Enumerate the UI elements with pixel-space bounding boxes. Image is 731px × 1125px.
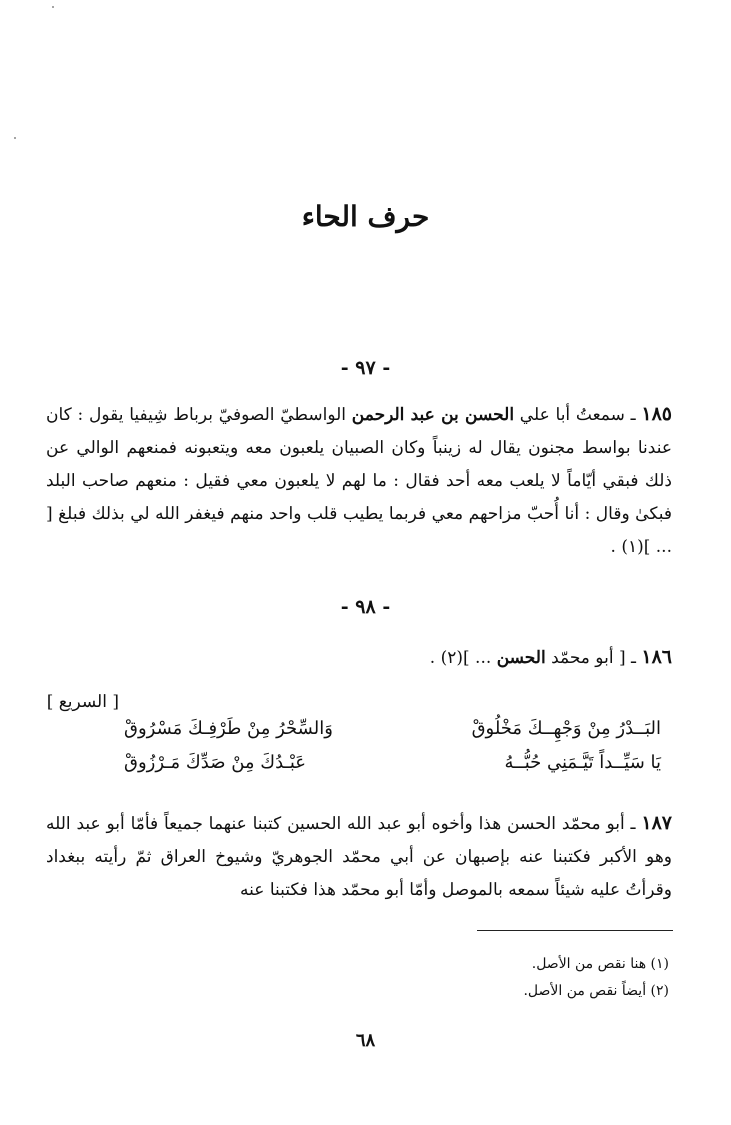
verse-1-second-hemistich: وَالسِّحْرُ مِنْ طَرْفِـكَ مَسْرُوقْ [124,718,333,739]
footnote-1: (١) هنا نقص من الأصل. [531,956,669,972]
poetic-meter: [ السريع ] [46,692,119,712]
chapter-title: حرف الحاء [301,200,430,233]
verse-2-second-hemistich: عَبْـدُكَ مِنْ صَدِّكَ مَـرْزُوقْ [124,752,307,773]
scan-speck [52,6,54,8]
entry-number: ١٨٦ [641,646,672,668]
entry-name: الحسن [496,648,546,668]
verse-1-first-hemistich: البَــدْرُ مِنْ وَجْهِــكَ مَخْلُوقْ [471,718,661,739]
entry-lead: ـ سمعتُ أبا علي [514,405,642,425]
paragraph-185 [46,398,672,564]
section-number-98: - ٩٨ - [340,596,391,618]
entry-lead: ـ [ أبو محمّد [545,648,642,668]
page-number: ٦٨ [355,1030,376,1051]
paragraph-186 [46,641,672,675]
entry-text: ـ أبو محمّد الحسن هذا وأخوه أبو عبد الله الحسين كتبنا عنهما جميعاً فأمّا أبو عبد الله وهو الأكبر فكتبنا عنه بإصبهان عن أبي محمّد الجوهريّ وشيوخ العراق ثمّ رأيته ببغداد وقرأتُ عليه شيئاً سمعه بالموصل وأمّا أبو محمّد هذا فكتبنا عنه [46,814,672,900]
entry-text: ... ](٢) . [429,648,497,668]
verse-2-first-hemistich: يَا سَيِّــداً تَيَّـمَنِي حُبُّــهُ [504,752,661,773]
entry-name: الحسن بن عبد الرحمن [351,405,515,425]
footnote-2: (٢) أيضاً نقص من الأصل. [523,983,669,999]
footnote-separator [477,930,673,931]
entry-number: ١٨٥ [641,403,672,425]
entry-text: الواسطيّ الصوفيّ برباط شِيفيا يقول : كان عندنا بواسط مجنون يقال له زينباً وكان الصبيان يلعبون معه ويتعبونه فمنعهم الوالي عن ذلك فبقي أيّاماً لا يلعب معه أحد فقال : ما لهم لا يلعبون معي فقيل : منعهم صاحب البلد فبكىٰ وقال : أنا أُحبّ مزاحهم معي فربما يطيب قلب واحد منهم فيغفر الله لي بذلك فبلغ [ ... ](١) . [46,405,672,557]
section-number-97: - ٩٧ - [340,357,391,379]
paragraph-187 [46,807,672,907]
entry-number: ١٨٧ [641,812,672,834]
scan-speck [14,137,16,139]
